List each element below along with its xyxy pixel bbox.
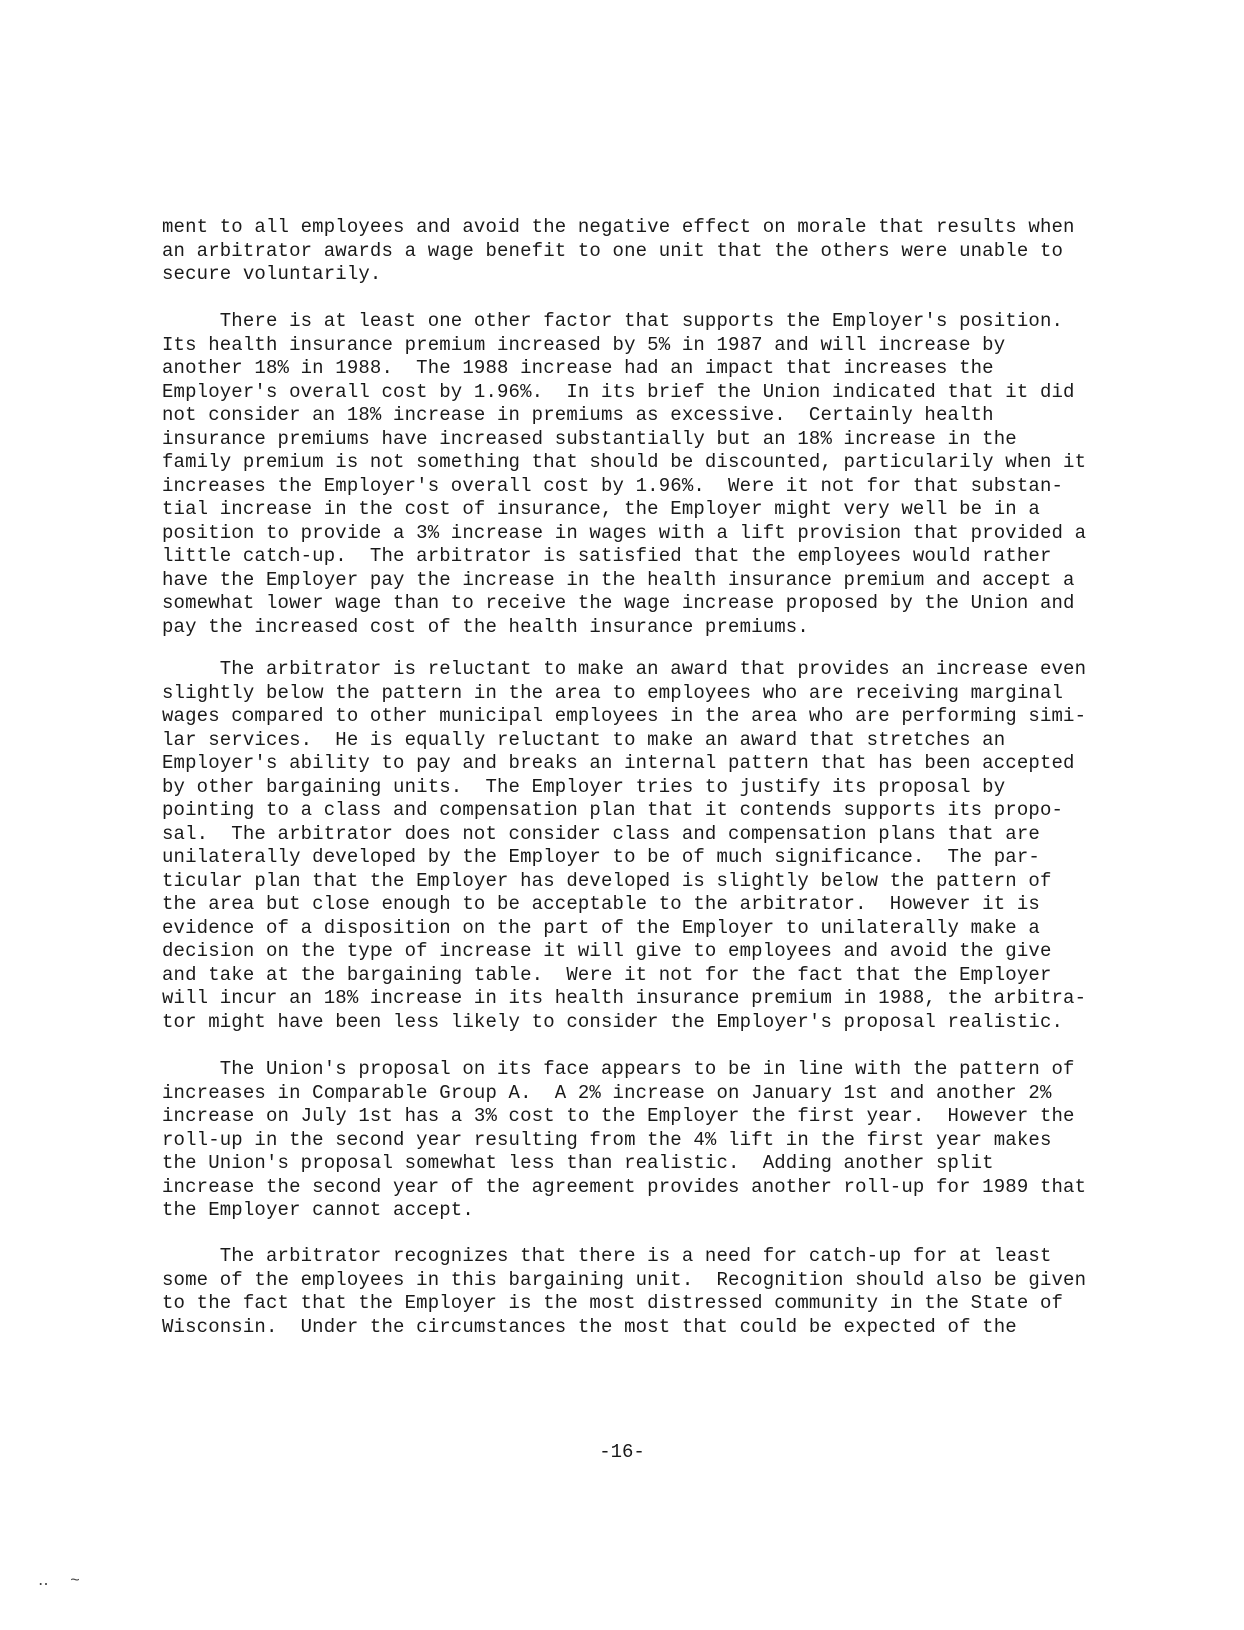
text-line: an arbitrator awards a wage benefit to one unit that the others were unable to	[162, 239, 1064, 262]
text-line: family premium is not something that should be discounted, particularily when it	[162, 451, 1087, 473]
text-line: little catch-up. The arbitrator is satisfied that the employees would rather	[162, 545, 1052, 567]
text-line: sal. The arbitrator does not consider class and compensation plans that are	[162, 822, 1040, 845]
text-line: increases in Comparable Group A. A 2% increase on January 1st and another 2%	[162, 1081, 1052, 1104]
text-line: some of the employees in this bargaining unit. Recognition should also be given	[162, 1268, 1087, 1291]
text-line: pay the increased cost of the health insurance premiums.	[162, 615, 809, 638]
text-line: Its health insurance premium increased by 5% in 1987 and will increase by	[162, 333, 1006, 356]
text-line: insurance premiums have increased substantially but an 18% increase in the	[162, 427, 1017, 450]
text-line: will incur an 18% increase in its health insurance premium in 1988, the arbitra-	[162, 987, 1087, 1009]
paragraph-4	[162, 1058, 1122, 1223]
text-line: evidence of a disposition on the part of the Employer to unilaterally make a	[162, 916, 1040, 939]
text-line: increases the Employer's overall cost by 1.96%. Were it not for that substan-	[162, 474, 1064, 497]
text-line: ticular plan that the Employer has developed is slightly below the pattern of	[162, 869, 1052, 892]
text-line: secure voluntarily.	[162, 263, 382, 285]
text-line: roll-up in the second year resulting from the 4% lift in the first year makes	[162, 1128, 1052, 1151]
text-line: have the Employer pay the increase in the health insurance premium and accept a	[162, 568, 1075, 591]
text-line: unilaterally developed by the Employer to be of much significance. The par-	[162, 846, 1040, 868]
text-line: Wisconsin. Under the circumstances the most that could be expected of the	[162, 1315, 1017, 1338]
corner-marks: ‥ ~	[38, 1572, 86, 1590]
text-line: pointing to a class and compensation plan that it contends supports its propo-	[162, 799, 1064, 821]
text-line: the Employer cannot accept.	[162, 1199, 474, 1221]
text-line: by other bargaining units. The Employer tries to justify its proposal by	[162, 775, 1006, 798]
text-line: somewhat lower wage than to receive the wage increase proposed by the Union and	[162, 592, 1075, 614]
text-line: to the fact that the Employer is the most distressed community in the State of	[162, 1292, 1064, 1314]
text-line: ment to all employees and avoid the negative effect on morale that results when	[162, 216, 1075, 238]
paragraph-1	[162, 216, 1122, 287]
text-line: There is at least one other factor that supports the Employer's position.	[162, 310, 1064, 332]
text-line: decision on the type of increase it will give to employees and avoid the give	[162, 940, 1052, 962]
text-line: The Union's proposal on its face appears to be in line with the pattern of	[162, 1058, 1075, 1080]
text-line: position to provide a 3% increase in wages with a lift provision that provided a	[162, 521, 1087, 544]
text-line: Employer's overall cost by 1.96%. In its brief the Union indicated that it did	[162, 380, 1075, 403]
text-line: The arbitrator recognizes that there is a need for catch-up for at least	[162, 1245, 1052, 1267]
text-line: slightly below the pattern in the area to employees who are receiving marginal	[162, 681, 1064, 704]
text-line: increase on July 1st has a 3% cost to the Employer the first year. However the	[162, 1105, 1075, 1127]
text-line: lar services. He is equally reluctant to make an award that stretches an	[162, 728, 1006, 751]
text-line: increase the second year of the agreement provides another roll-up for 1989 that	[162, 1175, 1087, 1198]
paragraph-5	[162, 1245, 1122, 1339]
text-line: the area but close enough to be acceptable to the arbitrator. However it is	[162, 893, 1040, 915]
paragraph-3	[162, 658, 1122, 1034]
text-line: and take at the bargaining table. Were it not for the fact that the Employer	[162, 963, 1052, 986]
text-line: tial increase in the cost of insurance, the Employer might very well be in a	[162, 498, 1040, 520]
text-line: The arbitrator is reluctant to make an award that provides an increase even	[162, 658, 1087, 680]
text-line: wages compared to other municipal employees in the area who are performing simi-	[162, 705, 1087, 727]
text-line: another 18% in 1988. The 1988 increase had an impact that increases the	[162, 357, 994, 379]
text-line: not consider an 18% increase in premiums as excessive. Certainly health	[162, 404, 994, 426]
page-number: -16-	[599, 1441, 645, 1463]
paragraph-2	[162, 310, 1122, 639]
text-line: the Union's proposal somewhat less than realistic. Adding another split	[162, 1152, 994, 1174]
text-line: tor might have been less likely to consider the Employer's proposal realistic.	[162, 1010, 1064, 1033]
text-line: Employer's ability to pay and breaks an internal pattern that has been accepted	[162, 752, 1075, 774]
